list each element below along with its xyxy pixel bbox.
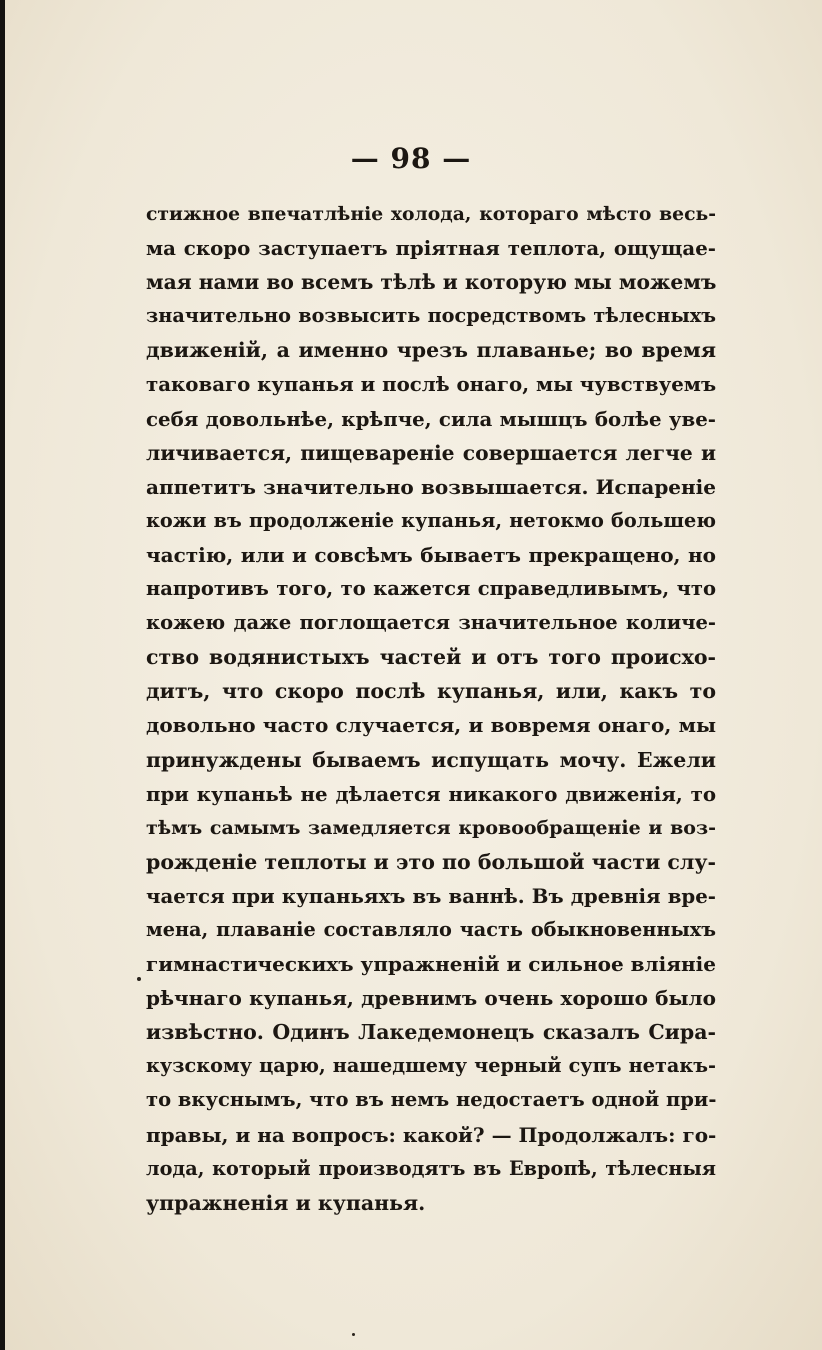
print-speck [352,1333,355,1336]
text-line: частію, или и совсѣмъ бываетъ прекращено, но [146,542,716,567]
text-line: то вкуснымъ, что въ немъ недостаетъ одной при- [146,1088,716,1112]
text-line: себя довольнѣе, крѣпче, сила мышцъ болѣе уве- [146,406,716,431]
text-line: личивается, пищевареніе совершается легче и [146,440,716,465]
text-line: кожею даже поглощается значительное количе- [146,611,716,635]
text-line: принуждены бываемъ испущать мочу. Ежели [146,747,716,772]
text-line: мая нами во всемъ тѣлѣ и которую мы можемъ [146,270,716,295]
text-line: чается при купаньяхъ въ ваннѣ. Въ древнія вре- [146,883,716,908]
text-line: довольно часто случается, и вовремя онаго, мы [146,713,716,738]
page-edge-shadow [0,0,5,1350]
text-line: кожи въ продолженіе купанья, нетокмо большею [146,508,716,532]
text-line: правы, и на вопросъ: какой? — Продолжалъ: го- [146,1122,716,1147]
text-line: тѣмъ самымъ замедляется кровообращеніе и воз- [146,816,716,839]
text-line: упражненія и купанья. [146,1190,426,1215]
text-line: аппетитъ значительно возвышается. Испареніе [146,474,716,499]
page-number: — 98 — [350,142,472,175]
body-text [146,197,716,1220]
text-line: движеній, а именно чрезъ плаванье; во время [146,338,716,363]
text-line: кузскому царю, нашедшему черный супъ нетакъ- [146,1054,716,1078]
text-line: при купаньѣ не дѣлается никакого движенія, то [146,781,716,806]
text-line: извѣстно. Одинъ Лакедемонецъ сказалъ Сира- [146,1020,716,1045]
text-line: рожденіе теплоты и это по большой части слу- [146,849,716,874]
text-line: дитъ, что скоро послѣ купанья, или, какъ то [146,679,716,704]
print-speck [137,977,141,981]
text-line: гимнастическихъ упражненій и сильное вліяніе [146,952,716,977]
text-line: напротивъ того, то кажется справедливымъ, что [146,577,716,601]
text-line: рѣчнаго купанья, древнимъ очень хорошо было [146,986,716,1011]
text-line: лода, который производятъ въ Европѣ, тѣлесныя [146,1156,716,1180]
text-line: мена, плаваніе составляло часть обыкновенныхъ [146,917,716,941]
text-line: стижное впечатлѣніе холода, котораго мѣсто весь- [146,203,716,225]
text-line: значительно возвысить посредствомъ тѣлесныхъ [146,304,716,328]
text-line: таковаго купанья и послѣ онаго, мы чувствуемъ [146,372,716,397]
text-line: ма скоро заступаетъ пріятная теплота, ощущае- [146,236,716,261]
text-line: ство водянистыхъ частей и отъ того происхо- [146,645,716,670]
